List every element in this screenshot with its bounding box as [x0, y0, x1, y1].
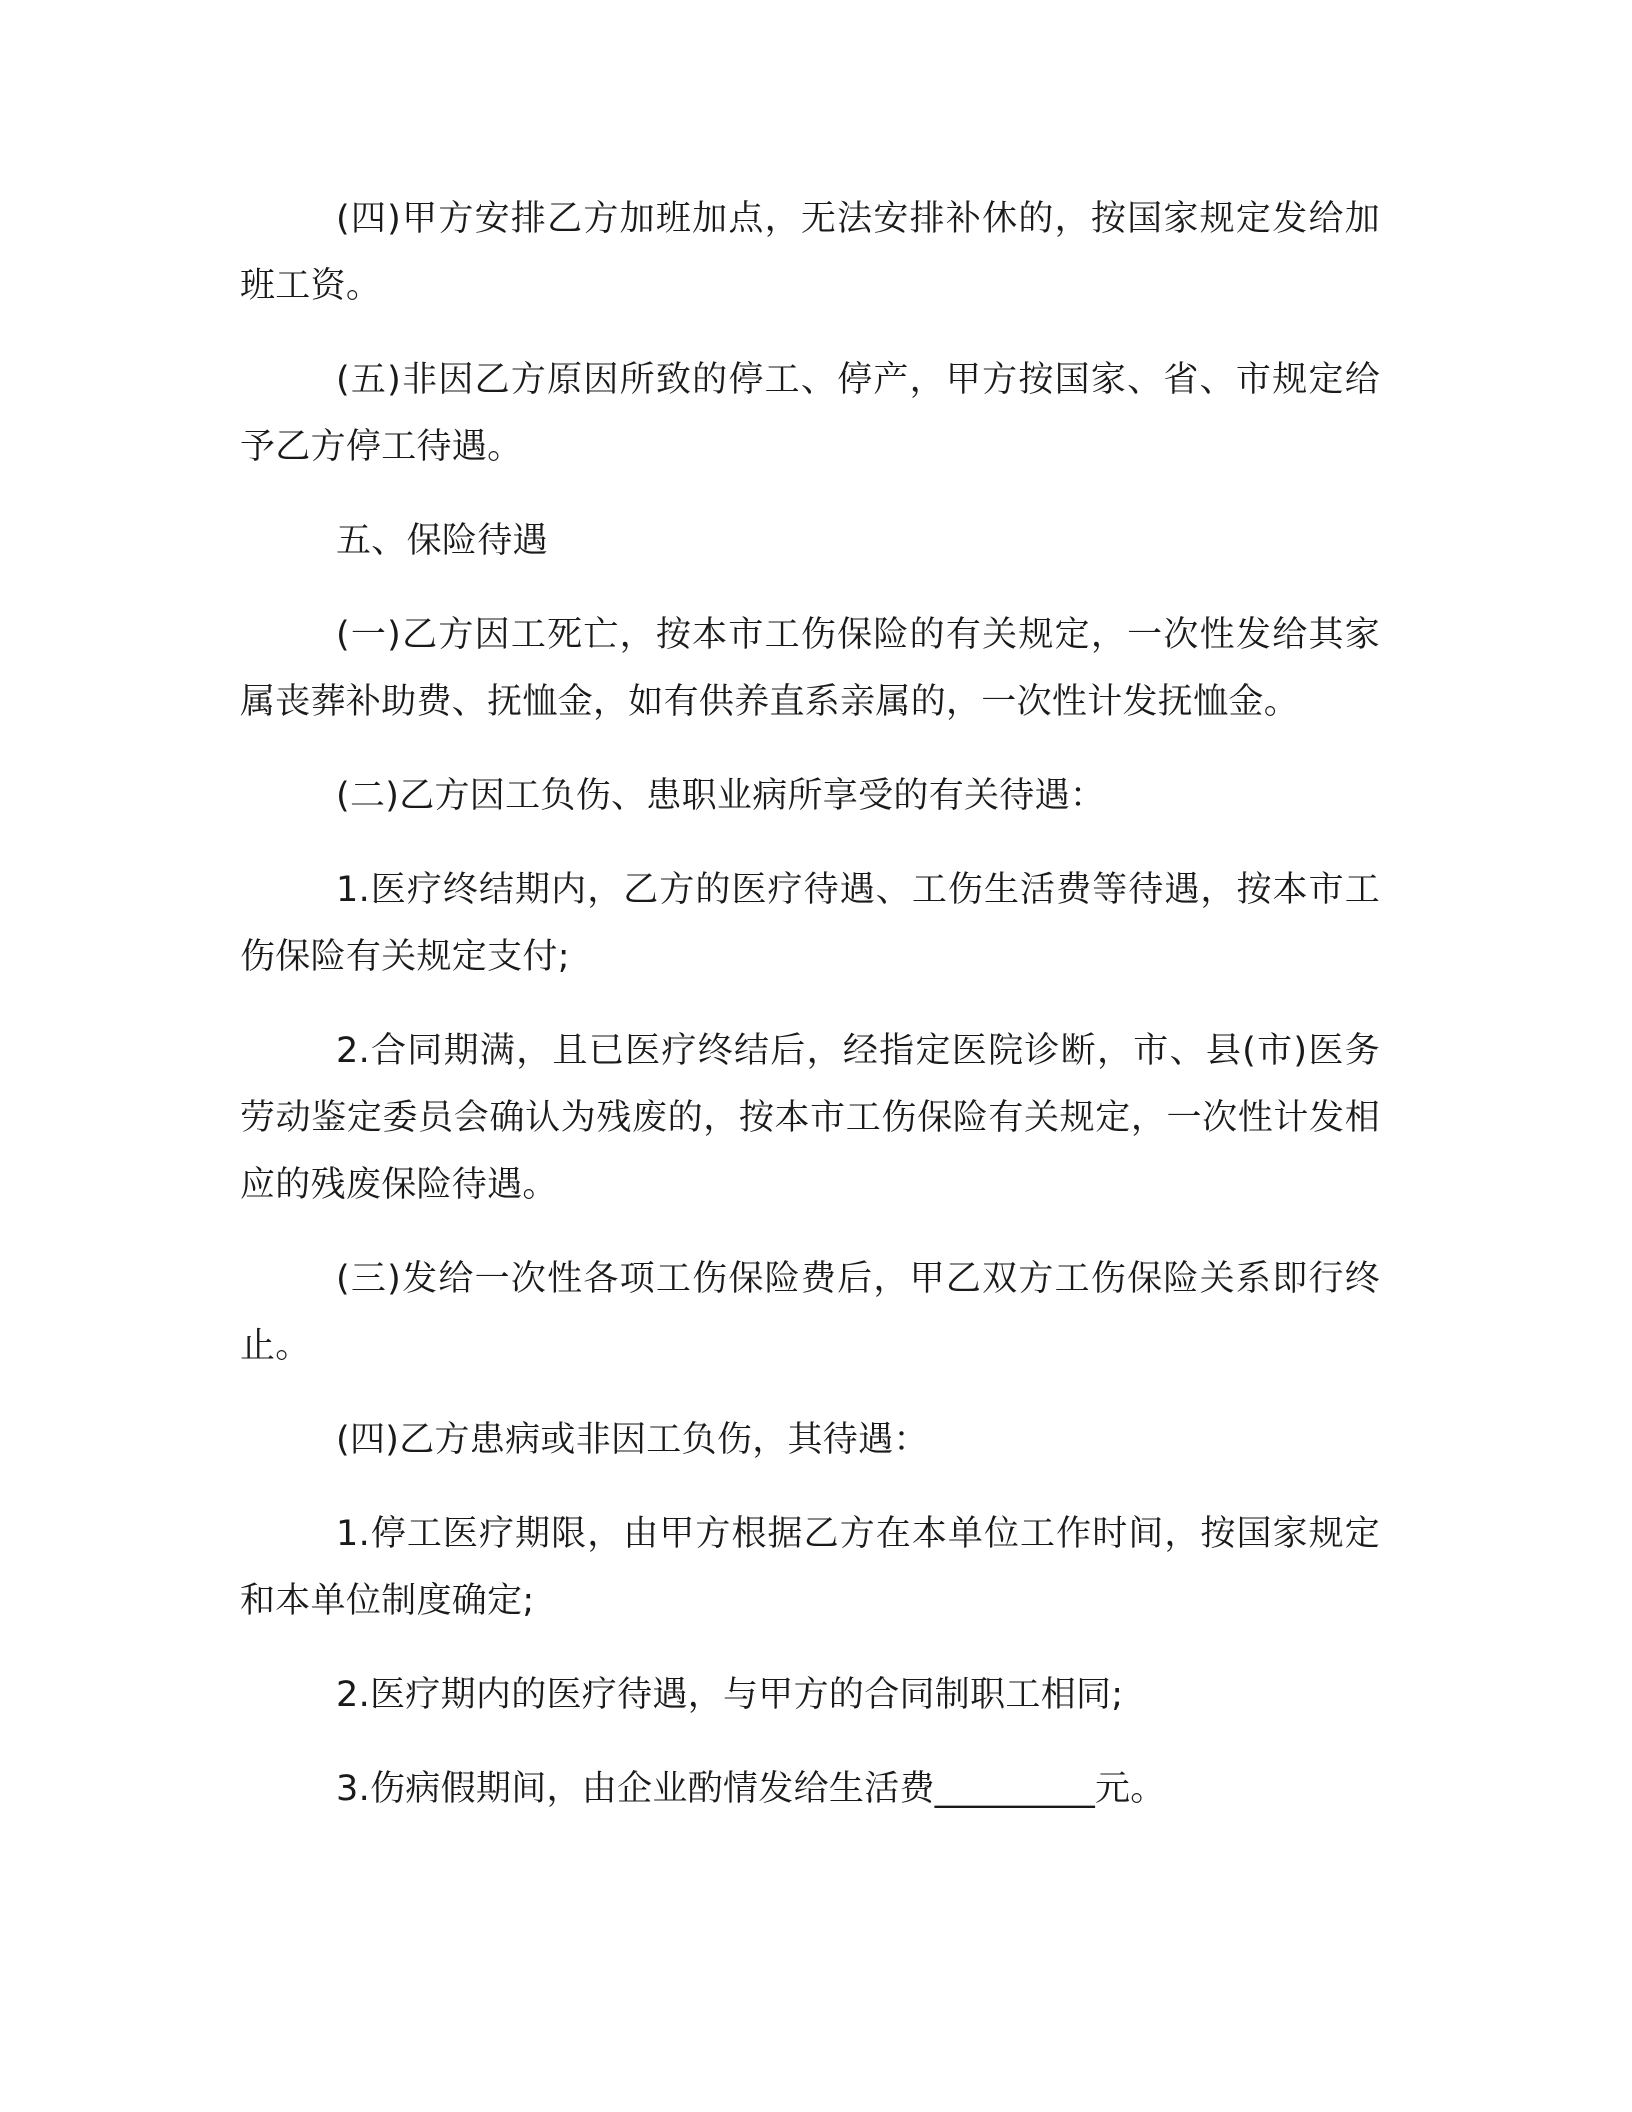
paragraph-medical-treatment: 2.医疗期内的医疗待遇，与甲方的合同制职工相同; [336, 1675, 1124, 1715]
paragraph-insurance-termination: (三)发给一次性各项工伤保险费后，甲乙双方工伤保险关系即行终止。 [240, 1259, 1380, 1366]
document-body [240, 186, 1380, 1850]
paragraph-living-allowance: 3.伤病假期间，由企业酌情发给生活费_________元。 [336, 1769, 1166, 1809]
paragraph-medical-period: 1.医疗终结期内，乙方的医疗待遇、工伤生活费等待遇，按本市工伤保险有关规定支付; [240, 870, 1380, 977]
paragraph-work-death: (一)乙方因工死亡，按本市工伤保险的有关规定，一次性发给其家属丧葬补助费、抚恤金，如有供养直系亲属的，一次性计发抚恤金。 [240, 615, 1380, 722]
paragraph-illness: (四)乙方患病或非因工负伤，其待遇： [336, 1420, 929, 1460]
section-heading-insurance: 五、保险待遇 [336, 521, 548, 561]
paragraph-work-stoppage: (五)非因乙方原因所致的停工、停产，甲方按国家、省、市规定给予乙方停工待遇。 [240, 360, 1380, 467]
paragraph-disability: 2.合同期满，且已医疗终结后，经指定医院诊断，市、县(市)医务劳动鉴定委员会确认为残废的，按本市工伤保险有关规定，一次性计发相应的残废保险待遇。 [240, 1031, 1380, 1205]
paragraph-overtime-pay: (四)甲方安排乙方加班加点，无法安排补休的，按国家规定发给加班工资。 [240, 199, 1380, 306]
paragraph-work-injury: (二)乙方因工负伤、患职业病所享受的有关待遇： [336, 776, 1106, 816]
paragraph-sick-leave-period: 1.停工医疗期限，由甲方根据乙方在本单位工作时间，按国家规定和本单位制度确定; [240, 1514, 1380, 1621]
